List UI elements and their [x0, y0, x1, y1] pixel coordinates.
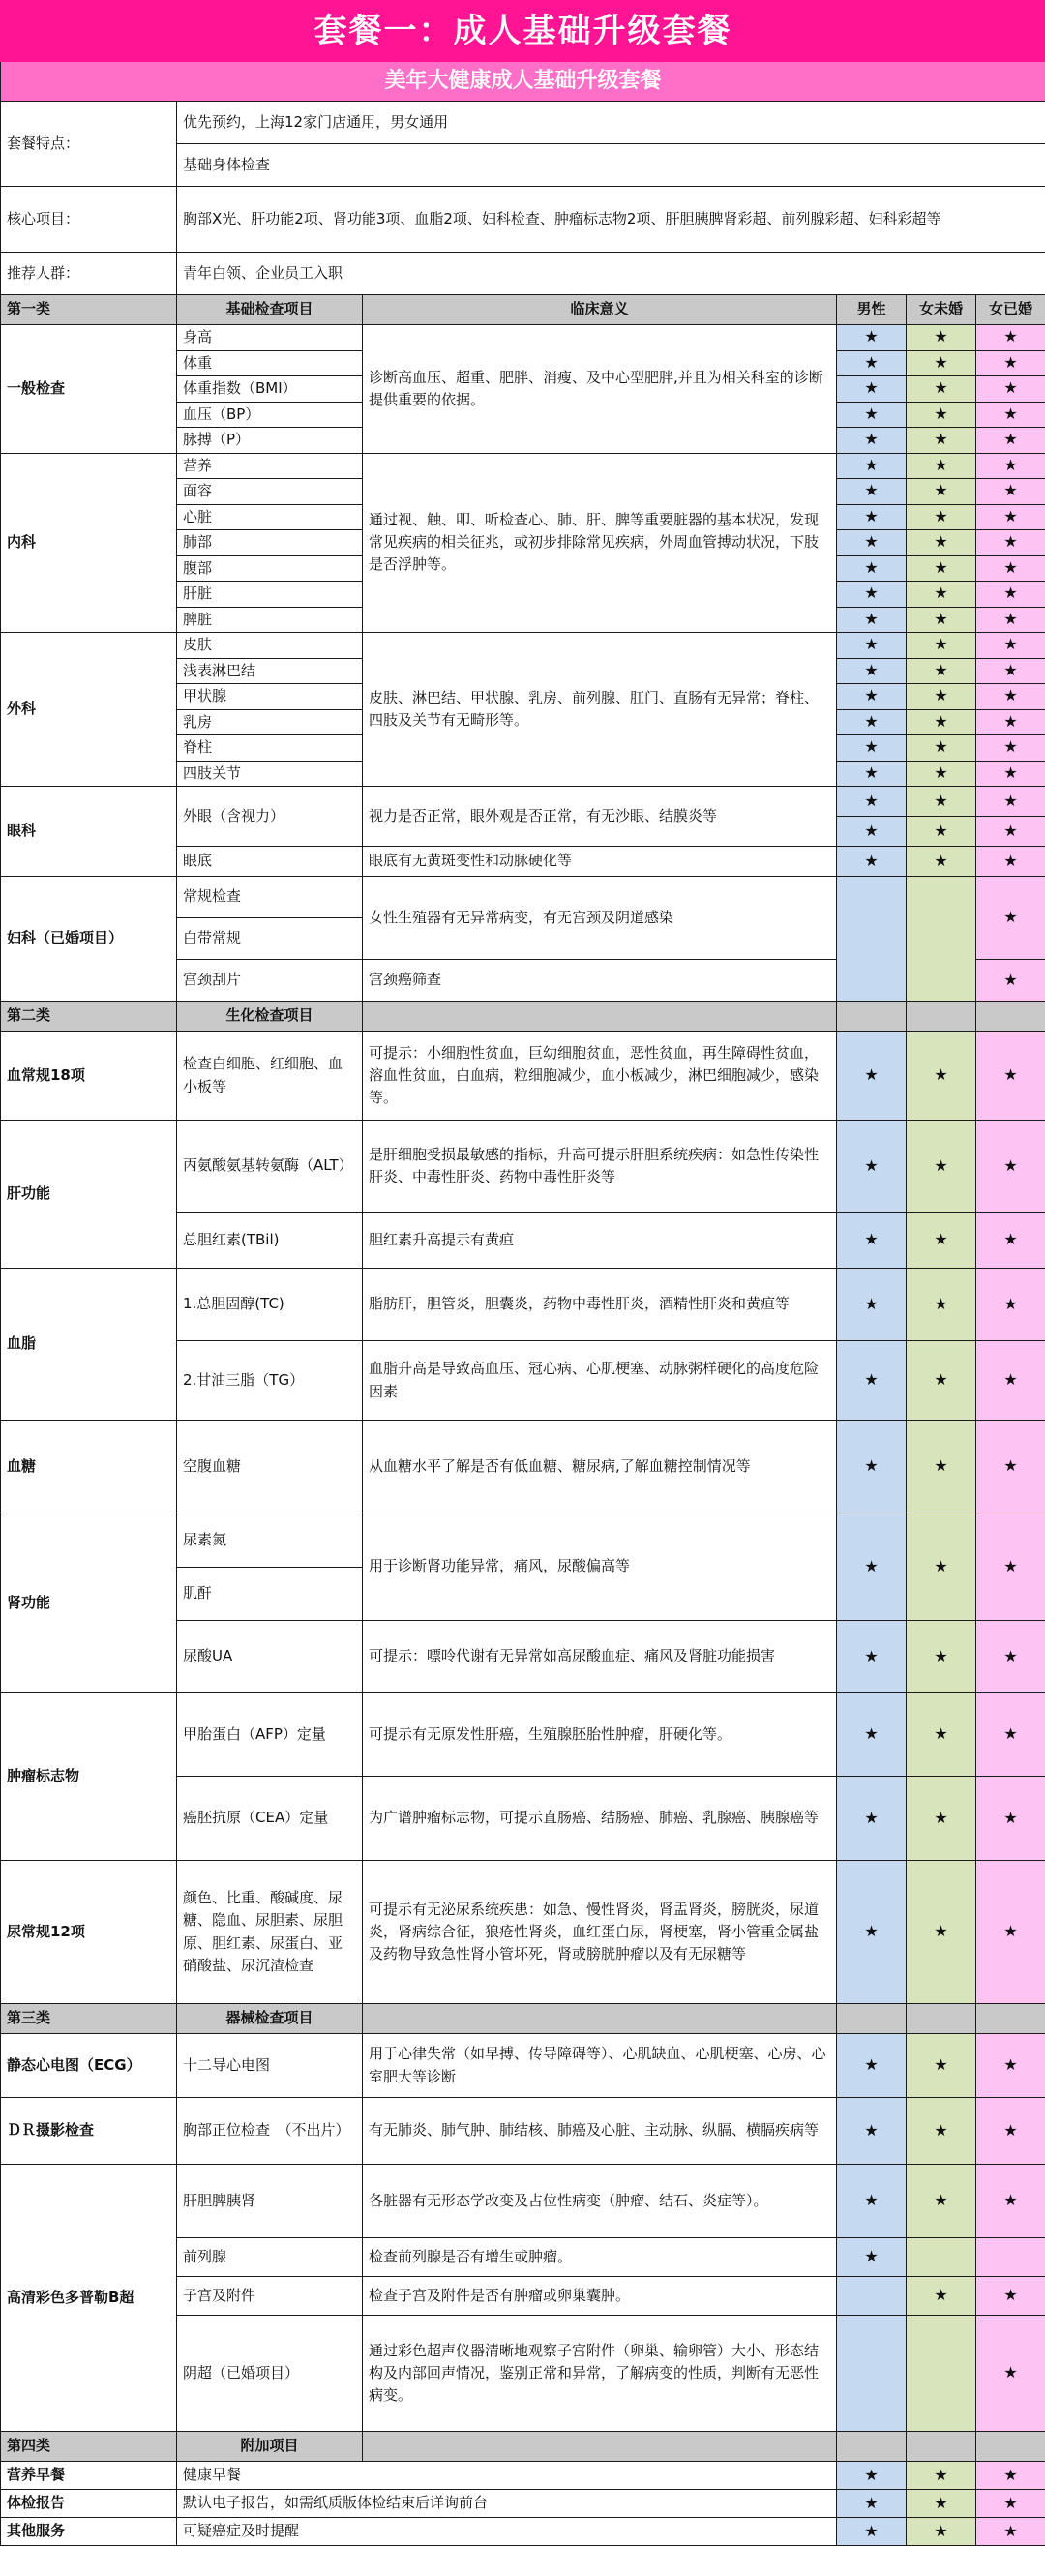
meaning: 用于诊断肾功能异常，痛风，尿酸偏高等 [363, 1513, 837, 1621]
meaning: 视力是否正常，眼外观是否正常，有无沙眼、结膜炎等 [363, 787, 837, 847]
star: ★ [837, 582, 907, 608]
star: ★ [837, 1269, 907, 1341]
star: ★ [907, 1861, 976, 2004]
item: 体重指数（BMI） [177, 376, 363, 403]
item: 四肢关节 [177, 761, 363, 787]
meaning: 皮肤、淋巴结、甲状腺、乳房、前列腺、肛门、直肠有无异常；脊柱、四肢及关节有无畸形等。 [363, 633, 837, 787]
star: ★ [976, 530, 1045, 556]
category-lipid: 血脂 [1, 1269, 177, 1421]
meaning: 有无肺炎、肺气肿、肺结核、肺癌及心脏、主动脉、纵膈、横膈疾病等 [363, 2098, 837, 2165]
category-urine: 尿常规12项 [1, 1861, 177, 2004]
star: ★ [976, 1693, 1045, 1777]
star: ★ [907, 633, 976, 659]
star: ★ [976, 2316, 1045, 2432]
meaning: 各脏器有无形态学改变及占位性病变（肿瘤、结石、炎症等）。 [363, 2165, 837, 2238]
star: ★ [976, 847, 1045, 877]
meaning: 诊断高血压、超重、肥胖、消瘦、及中心型肥胖,并且为相关科室的诊断提供重要的依据。 [363, 325, 837, 454]
star: ★ [907, 2490, 976, 2518]
category-other: 其他服务 [1, 2518, 177, 2546]
star: ★ [976, 709, 1045, 735]
item: 腹部 [177, 555, 363, 582]
item: 十二导心电图 [177, 2034, 363, 2098]
star: ★ [907, 817, 976, 847]
star: ★ [976, 2490, 1045, 2518]
section-category: 第一类 [1, 295, 177, 325]
item: 尿酸UA [177, 1621, 363, 1693]
star: ★ [907, 453, 976, 479]
star: ★ [976, 350, 1045, 376]
star: ★ [976, 453, 1045, 479]
category-internal: 内科 [1, 453, 177, 633]
star: ★ [976, 2165, 1045, 2238]
star: ★ [907, 787, 976, 817]
item: 癌胚抗原（CEA）定量 [177, 1777, 363, 1861]
item: 甲状腺 [177, 684, 363, 710]
star: ★ [976, 1513, 1045, 1621]
star: ★ [907, 1621, 976, 1693]
star: ★ [907, 2034, 976, 2098]
star: ★ [907, 847, 976, 877]
star: ★ [976, 1341, 1045, 1421]
features-value: 优先预约，上海12家门店通用，男女通用 [177, 102, 1045, 144]
star: ★ [976, 1421, 1045, 1513]
item: 肝脏 [177, 582, 363, 608]
star: ★ [907, 2462, 976, 2490]
star: ★ [907, 1421, 976, 1513]
star: ★ [907, 504, 976, 530]
category-blood: 血常规18项 [1, 1032, 177, 1121]
meaning: 胆红素升高提示有黄疸 [363, 1213, 837, 1269]
star: ★ [907, 350, 976, 376]
star: ★ [976, 1621, 1045, 1693]
star: ★ [907, 376, 976, 403]
star: ★ [837, 1621, 907, 1693]
star: ★ [837, 1341, 907, 1421]
category-ecg: 静态心电图（ECG） [1, 2034, 177, 2098]
star: ★ [837, 633, 907, 659]
star: ★ [907, 2277, 976, 2316]
star: ★ [837, 2462, 907, 2490]
star: ★ [837, 555, 907, 582]
item: 常规检查 [177, 877, 363, 918]
item: 检查白细胞、红细胞、血小板等 [177, 1032, 363, 1121]
meaning: 眼底有无黄斑变性和动脉硬化等 [363, 847, 837, 877]
item: 1.总胆固醇(TC) [177, 1269, 363, 1341]
item: 丙氨酸氨基转氨酶（ALT） [177, 1121, 363, 1213]
item: 营养 [177, 453, 363, 479]
star: ★ [837, 2034, 907, 2098]
star: ★ [907, 1777, 976, 1861]
star: ★ [837, 684, 907, 710]
category-sugar: 血糖 [1, 1421, 177, 1513]
item: 肝胆脾胰肾 [177, 2165, 363, 2238]
category-tumor: 肿瘤标志物 [1, 1693, 177, 1861]
item: 脾脏 [177, 607, 363, 633]
star: ★ [976, 2277, 1045, 2316]
section-header: 器械检查项目 [177, 2004, 363, 2034]
star: ★ [976, 1032, 1045, 1121]
star: ★ [907, 684, 976, 710]
star: ★ [976, 684, 1045, 710]
item: 血压（BP） [177, 402, 363, 428]
star: ★ [976, 504, 1045, 530]
core-label: 核心项目： [1, 187, 177, 253]
category-surgery: 外科 [1, 633, 177, 787]
item: 宫颈刮片 [177, 960, 363, 1002]
meaning: 可提示：嘌呤代谢有无异常如高尿酸血症、痛风及肾脏功能损害 [363, 1621, 837, 1693]
features-label: 套餐特点： [1, 102, 177, 187]
star: ★ [976, 325, 1045, 351]
star: ★ [907, 735, 976, 762]
star: ★ [907, 2518, 976, 2546]
item: 默认电子报告，如需纸质版体检结束后详询前台 [177, 2490, 837, 2518]
star: ★ [837, 2518, 907, 2546]
section-category: 第三类 [1, 2004, 177, 2034]
item: 肺部 [177, 530, 363, 556]
star: ★ [837, 2165, 907, 2238]
star: ★ [976, 787, 1045, 817]
meaning: 血脂升高是导致高血压、冠心病、心肌梗塞、动脉粥样硬化的高度危险因素 [363, 1341, 837, 1421]
item: 皮肤 [177, 633, 363, 659]
star: ★ [837, 2098, 907, 2165]
star: ★ [837, 1861, 907, 2004]
core-value: 胸部X光、肝功能2项、肾功能3项、血脂2项、妇科检查、肿瘤标志物2项、肝胆胰脾肾彩超、前列腺彩超、妇科彩超等 [177, 187, 1045, 253]
star: ★ [976, 582, 1045, 608]
star: ★ [837, 530, 907, 556]
star: ★ [837, 479, 907, 505]
item: 2.甘油三脂（TG） [177, 1341, 363, 1421]
meaning: 宫颈癌筛查 [363, 960, 837, 1002]
item: 外眼（含视力） [177, 787, 363, 847]
star: ★ [837, 1421, 907, 1513]
star: ★ [837, 428, 907, 454]
star: ★ [976, 877, 1045, 960]
star: ★ [907, 479, 976, 505]
category-general: 一般检查 [1, 325, 177, 454]
category-liver: 肝功能 [1, 1121, 177, 1269]
star: ★ [837, 325, 907, 351]
star: ★ [907, 325, 976, 351]
star: ★ [907, 2098, 976, 2165]
star: ★ [837, 1777, 907, 1861]
star: ★ [976, 2098, 1045, 2165]
meaning: 为广谱肿瘤标志物，可提示直肠癌、结肠癌、肺癌、乳腺癌、胰腺癌等 [363, 1777, 837, 1861]
star: ★ [907, 1341, 976, 1421]
meaning: 可提示有无泌尿系统疾患：如急、慢性肾炎，肾盂肾炎，膀胱炎，尿道炎，肾病综合征，狼疮性肾炎，血红蛋白尿，肾梗塞，肾小管重金属盐及药物导致急性肾小管坏死，肾或膀胱肿瘤以及有无尿糖等 [363, 1861, 837, 2004]
married-header: 女已婚 [976, 295, 1045, 325]
item: 空腹血糖 [177, 1421, 363, 1513]
section-category: 第二类 [1, 1002, 177, 1032]
item: 身高 [177, 325, 363, 351]
section-header: 基础检查项目 [177, 295, 363, 325]
crowd-label: 推荐人群： [1, 253, 177, 295]
star: ★ [976, 2518, 1045, 2546]
meaning: 脂肪肝，胆管炎，胆囊炎，药物中毒性肝炎，酒精性肝炎和黄疸等 [363, 1269, 837, 1341]
meaning: 女性生殖器有无异常病变，有无宫颈及阴道感染 [363, 877, 837, 960]
star: ★ [837, 735, 907, 762]
star: ★ [837, 402, 907, 428]
star: ★ [976, 1213, 1045, 1269]
star: ★ [837, 2238, 907, 2277]
star: ★ [907, 607, 976, 633]
star: ★ [837, 350, 907, 376]
star: ★ [837, 504, 907, 530]
meaning: 可提示：小细胞性贫血，巨幼细胞贫血，恶性贫血，再生障碍性贫血，溶血性贫血，白血病，粒细胞减少，血小板减少，淋巴细胞减少，感染等。 [363, 1032, 837, 1121]
star: ★ [837, 607, 907, 633]
package-subtitle: 美年大健康成人基础升级套餐 [1, 62, 1045, 102]
meaning: 通过视、触、叩、听检查心、肺、肝、脾等重要脏器的基本状况，发现常见疾病的相关征兆，或初步排除常见疾病，外周血管搏动状况，下肢是否浮肿等。 [363, 453, 837, 633]
star: ★ [976, 633, 1045, 659]
star: ★ [907, 1269, 976, 1341]
star: ★ [907, 530, 976, 556]
star: ★ [907, 1032, 976, 1121]
star: ★ [837, 658, 907, 684]
meaning: 检查前列腺是否有增生或肿瘤。 [363, 2238, 837, 2277]
star: ★ [976, 1269, 1045, 1341]
item: 颜色、比重、酸碱度、尿糖、隐血、尿胆素、尿胆原、胆红素、尿蛋白、亚硝酸盐、尿沉渣检查 [177, 1861, 363, 2004]
star: ★ [976, 428, 1045, 454]
item: 面容 [177, 479, 363, 505]
item: 甲胎蛋白（AFP）定量 [177, 1693, 363, 1777]
star: ★ [837, 2490, 907, 2518]
star: ★ [837, 1693, 907, 1777]
page-title: 套餐一：成人基础升级套餐 [1, 1, 1045, 62]
star: ★ [907, 709, 976, 735]
item: 前列腺 [177, 2238, 363, 2277]
star: ★ [976, 2462, 1045, 2490]
star: ★ [976, 960, 1045, 1002]
star: ★ [907, 1213, 976, 1269]
features-value-2: 基础身体检查 [177, 144, 1045, 187]
star: ★ [976, 735, 1045, 762]
star: ★ [976, 1777, 1045, 1861]
item: 健康早餐 [177, 2462, 837, 2490]
meaning-header: 临床意义 [363, 295, 837, 325]
star: ★ [907, 1693, 976, 1777]
item: 子宫及附件 [177, 2277, 363, 2316]
star: ★ [907, 2165, 976, 2238]
star: ★ [837, 1513, 907, 1621]
item: 浅表淋巴结 [177, 658, 363, 684]
section-category: 第四类 [1, 2432, 177, 2462]
item: 眼底 [177, 847, 363, 877]
section-header: 生化检查项目 [177, 1002, 363, 1032]
star: ★ [907, 1121, 976, 1213]
unmarried-header: 女未婚 [907, 295, 976, 325]
star: ★ [976, 607, 1045, 633]
item: 脉搏（P） [177, 428, 363, 454]
star: ★ [907, 428, 976, 454]
star: ★ [907, 658, 976, 684]
category-eye: 眼科 [1, 787, 177, 877]
star: ★ [837, 1121, 907, 1213]
category-breakfast: 营养早餐 [1, 2462, 177, 2490]
meaning: 用于心律失常（如早搏、传导障碍等）、心肌缺血、心肌梗塞、心房、心室肥大等诊断 [363, 2034, 837, 2098]
star: ★ [976, 761, 1045, 787]
star: ★ [837, 761, 907, 787]
star: ★ [976, 376, 1045, 403]
star: ★ [907, 555, 976, 582]
meaning: 从血糖水平了解是否有低血糖、糖尿病,了解血糖控制情况等 [363, 1421, 837, 1513]
category-gyn: 妇科（已婚项目） [1, 877, 177, 1002]
item: 体重 [177, 350, 363, 376]
item: 肌酐 [177, 1568, 363, 1621]
star: ★ [976, 1861, 1045, 2004]
item: 脊柱 [177, 735, 363, 762]
star: ★ [976, 555, 1045, 582]
star: ★ [907, 1513, 976, 1621]
star: ★ [837, 1213, 907, 1269]
item: 可疑癌症及时提醒 [177, 2518, 837, 2546]
item: 阴超（已婚项目） [177, 2316, 363, 2432]
item: 总胆红素(TBil) [177, 1213, 363, 1269]
category-dr: ＤＲ摄影检查 [1, 2098, 177, 2165]
star: ★ [837, 453, 907, 479]
meaning: 检查子宫及附件是否有肿瘤或卵巢囊肿。 [363, 2277, 837, 2316]
meaning: 是肝细胞受损最敏感的指标，升高可提示肝胆系统疾病：如急性传染性肝炎、中毒性肝炎、药物中毒性肝炎等 [363, 1121, 837, 1213]
star: ★ [837, 1032, 907, 1121]
item: 尿素氮 [177, 1513, 363, 1568]
crowd-value: 青年白领、企业员工入职 [177, 253, 1045, 295]
star: ★ [837, 817, 907, 847]
section-header: 附加项目 [177, 2432, 363, 2462]
star: ★ [837, 787, 907, 817]
star: ★ [976, 479, 1045, 505]
star: ★ [907, 402, 976, 428]
category-ultrasound: 高清彩色多普勒B超 [1, 2165, 177, 2432]
category-report: 体检报告 [1, 2490, 177, 2518]
star: ★ [976, 402, 1045, 428]
item: 心脏 [177, 504, 363, 530]
star: ★ [837, 847, 907, 877]
meaning: 可提示有无原发性肝癌，生殖腺胚胎性肿瘤，肝硬化等。 [363, 1693, 837, 1777]
item: 胸部正位检查 （不出片） [177, 2098, 363, 2165]
category-kidney: 肾功能 [1, 1513, 177, 1693]
star: ★ [837, 376, 907, 403]
star: ★ [976, 1121, 1045, 1213]
item: 白带常规 [177, 918, 363, 960]
meaning: 通过彩色超声仪器清晰地观察子宫附件（卵巢、输卵管）大小、形态结构及内部回声情况，鉴别正常和异常，了解病变的性质，判断有无恶性病变。 [363, 2316, 837, 2432]
star: ★ [907, 582, 976, 608]
star: ★ [907, 761, 976, 787]
star: ★ [976, 2034, 1045, 2098]
star: ★ [976, 658, 1045, 684]
star: ★ [837, 709, 907, 735]
item: 乳房 [177, 709, 363, 735]
male-header: 男性 [837, 295, 907, 325]
star: ★ [976, 817, 1045, 847]
